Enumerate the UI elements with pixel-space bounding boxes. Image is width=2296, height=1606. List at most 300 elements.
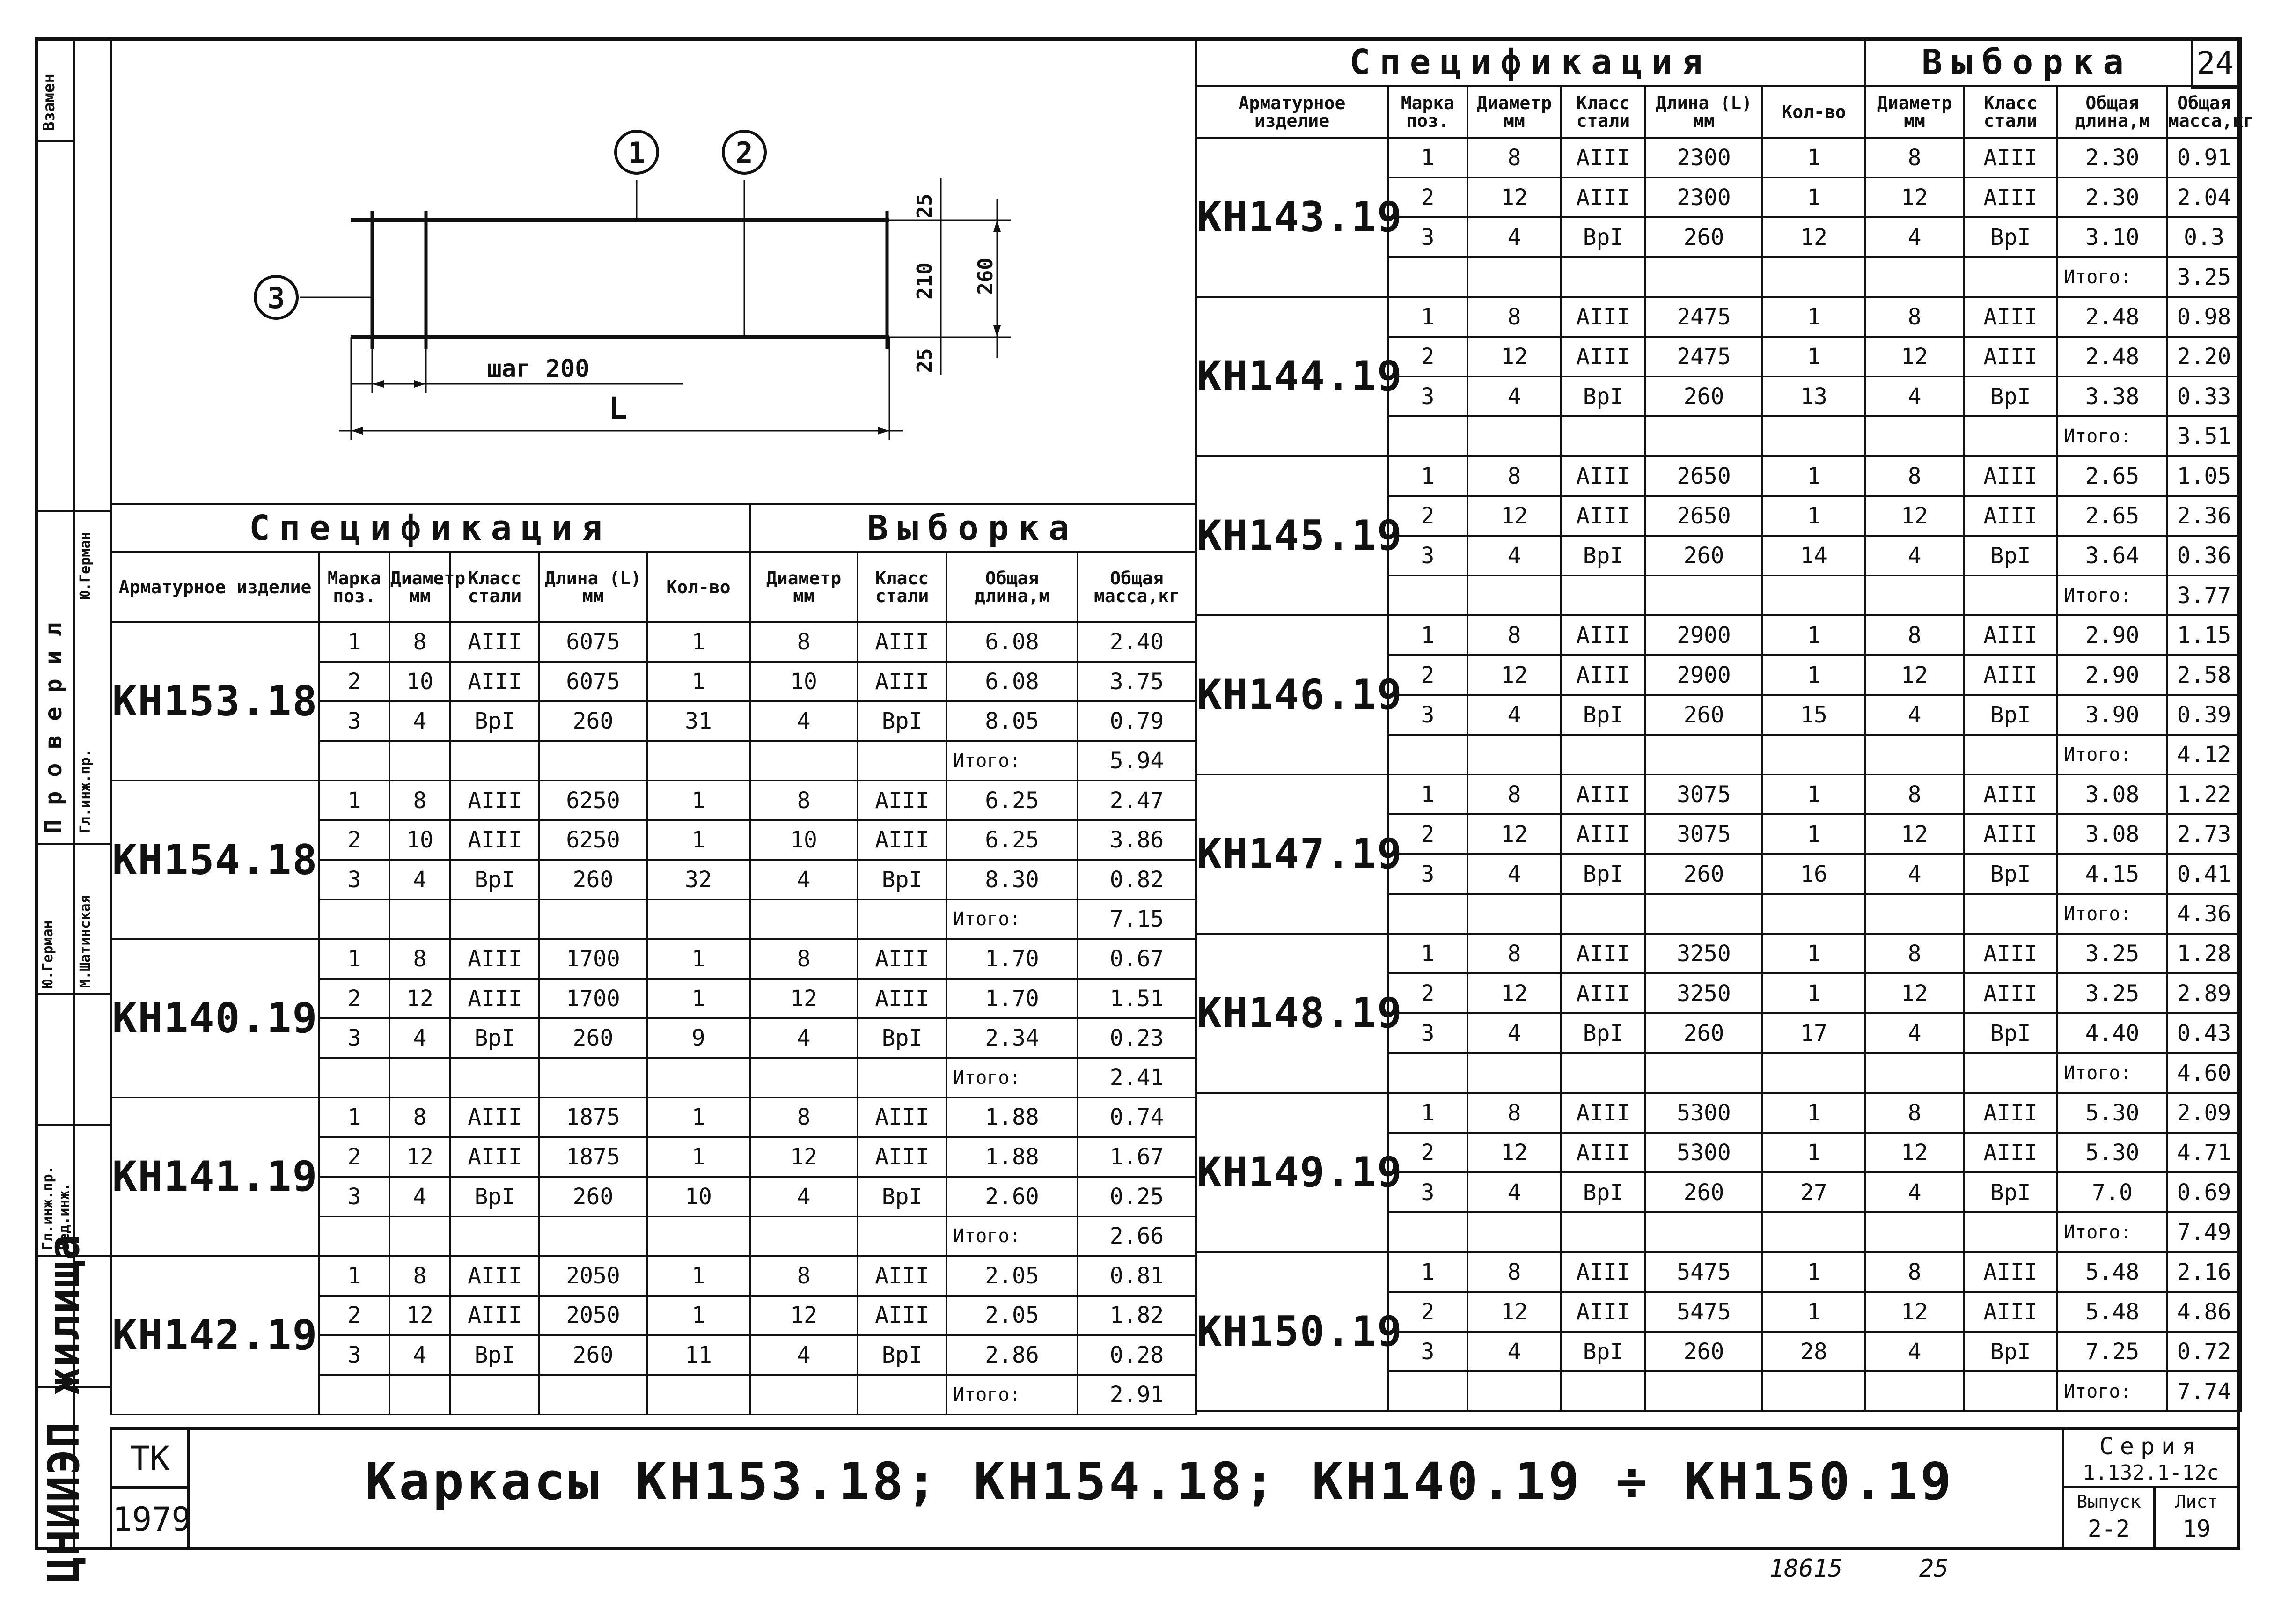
table-cell: 1700	[539, 979, 647, 1018]
table-cell: 4	[1467, 695, 1561, 735]
table-cell: 12	[1762, 217, 1865, 257]
table-row	[1196, 1252, 2241, 1292]
col-length: Длина (L) мм	[539, 552, 647, 622]
table-cell: 1	[319, 1098, 389, 1137]
table-cell: 12	[1865, 337, 1964, 376]
empty-cell	[1645, 257, 1762, 297]
table-cell: АIII	[1964, 337, 2057, 376]
table-cell: 8	[750, 939, 858, 979]
table-cell: 8	[389, 1098, 450, 1137]
table-cell: 260	[1645, 376, 1762, 416]
table-cell: 12	[1467, 1133, 1561, 1172]
table-cell: 4.15	[2057, 854, 2167, 894]
table-cell: 1	[647, 781, 750, 820]
col-qty: Кол-во	[647, 552, 750, 622]
product-name: КН154.18	[111, 781, 319, 939]
empty-cell	[1467, 575, 1561, 615]
vyborka-title: Выборка	[750, 504, 1196, 552]
empty-cell	[1561, 1212, 1645, 1252]
table-cell: 4	[1467, 1172, 1561, 1212]
table-cell: ВрI	[858, 701, 946, 741]
empty-cell	[750, 741, 858, 781]
empty-cell	[539, 1058, 647, 1098]
table-cell: 1.51	[1078, 979, 1196, 1018]
empty-cell	[858, 1058, 946, 1098]
table-cell: 6075	[539, 622, 647, 662]
table-cell: 1	[1762, 655, 1865, 695]
empty-cell	[1645, 575, 1762, 615]
table-cell: 2.90	[2057, 615, 2167, 655]
table-cell: 8.05	[946, 701, 1078, 741]
table-cell: 0.33	[2167, 376, 2241, 416]
table-cell: 31	[647, 701, 750, 741]
table-cell: 5.30	[2057, 1093, 2167, 1133]
table-cell: 32	[647, 860, 750, 900]
table-cell: 4.86	[2167, 1292, 2241, 1332]
table-cell: ВрI	[858, 1335, 946, 1375]
table-cell: 6250	[539, 820, 647, 860]
empty-cell	[1561, 1053, 1645, 1093]
table-cell: АIII	[858, 820, 946, 860]
table-cell: 3.10	[2057, 217, 2167, 257]
table-cell: 1	[1388, 138, 1467, 177]
table-cell: 4.71	[2167, 1133, 2241, 1172]
table-cell: АIII	[1561, 177, 1645, 217]
table-cell: 12	[1467, 337, 1561, 376]
table-cell: 260	[539, 701, 647, 741]
total-label: Итого:	[2057, 894, 2167, 934]
table-cell: 2	[1388, 814, 1467, 854]
table-cell: 2	[1388, 655, 1467, 695]
issue-box	[2062, 1486, 2156, 1550]
step-label: шаг 200	[487, 355, 590, 383]
col-class-right: Класс стали	[1561, 86, 1645, 138]
table-cell: 12	[750, 1296, 858, 1335]
col-qty-right: Кол-во	[1762, 86, 1865, 138]
table-cell: 2.34	[946, 1018, 1078, 1058]
table-cell: 8	[1467, 456, 1561, 496]
table-cell: 2475	[1645, 297, 1762, 337]
empty-cell	[1467, 416, 1561, 456]
footer-number-2: 25	[1919, 1554, 1949, 1583]
table-cell: 1	[1388, 1093, 1467, 1133]
table-cell: 1	[1762, 177, 1865, 217]
table-cell: ВрI	[1964, 376, 2057, 416]
table-row	[1196, 1093, 2241, 1133]
empty-cell	[389, 741, 450, 781]
page-number: 24	[2196, 45, 2234, 81]
table-row	[1196, 138, 2241, 177]
total-mass: 7.15	[1078, 899, 1196, 939]
empty-cell	[858, 1216, 946, 1256]
empty-cell	[389, 899, 450, 939]
table-cell: 3.25	[2057, 973, 2167, 1013]
table-cell: 2.09	[2167, 1093, 2241, 1133]
table-cell: ВрI	[858, 1177, 946, 1216]
table-cell: АIII	[858, 781, 946, 820]
table-cell: 260	[1645, 854, 1762, 894]
empty-cell	[750, 1375, 858, 1414]
table-cell: АIII	[1561, 814, 1645, 854]
table-cell: АIII	[858, 939, 946, 979]
table-cell: 3	[1388, 376, 1467, 416]
table-cell: АIII	[450, 1098, 539, 1137]
table-cell: АIII	[1561, 496, 1645, 536]
table-cell: 12	[1467, 814, 1561, 854]
table-cell: 3	[319, 1177, 389, 1216]
table-cell: 12	[1467, 177, 1561, 217]
table-cell: АIII	[1561, 973, 1645, 1013]
table-cell: ВрI	[1561, 1013, 1645, 1053]
table-cell: ВрI	[1561, 1172, 1645, 1212]
table-cell: 1	[1762, 297, 1865, 337]
empty-cell	[389, 1058, 450, 1098]
table-cell: ВрI	[1964, 536, 2057, 575]
empty-cell	[1388, 1053, 1467, 1093]
empty-cell	[1762, 1371, 1865, 1411]
table-cell: 8	[1865, 297, 1964, 337]
table-cell: 0.91	[2167, 138, 2241, 177]
table-cell: 12	[1865, 973, 1964, 1013]
table-cell: АIII	[1561, 615, 1645, 655]
table-cell: 4	[1865, 854, 1964, 894]
left-spec-table	[110, 503, 1197, 1415]
col-class: Класс стали	[450, 552, 539, 622]
table-cell: 1	[1762, 456, 1865, 496]
frame-drawing	[108, 37, 1193, 503]
table-cell: 27	[1762, 1172, 1865, 1212]
table-cell: 0.67	[1078, 939, 1196, 979]
table-cell: 2	[319, 662, 389, 702]
empty-cell	[539, 1375, 647, 1414]
table-cell: 8	[1865, 138, 1964, 177]
table-cell: 8	[1865, 934, 1964, 973]
empty-cell	[1388, 735, 1467, 774]
table-row	[111, 781, 1196, 820]
empty-cell	[1388, 416, 1467, 456]
col-product-right: Арматурное изделие	[1196, 86, 1388, 138]
table-cell: 0.43	[2167, 1013, 2241, 1053]
table-cell: 0.69	[2167, 1172, 2241, 1212]
sheet-label: Лист	[2175, 1491, 2218, 1512]
table-cell: АIII	[450, 1137, 539, 1177]
series-box	[2062, 1427, 2240, 1488]
table-cell: АIII	[450, 622, 539, 662]
empty-cell	[1762, 416, 1865, 456]
table-cell: 2.86	[946, 1335, 1078, 1375]
table-cell: 9	[647, 1018, 750, 1058]
table-cell: АIII	[450, 662, 539, 702]
table-cell: 1	[1762, 615, 1865, 655]
col-diam: Диаметр мм	[389, 552, 450, 622]
empty-cell	[1467, 1371, 1561, 1411]
table-cell: 8	[1467, 138, 1561, 177]
table-cell: 8	[750, 622, 858, 662]
table-cell: 6250	[539, 781, 647, 820]
table-cell: АIII	[858, 1098, 946, 1137]
table-cell: 3	[319, 1018, 389, 1058]
product-name: КН140.19	[111, 939, 319, 1098]
empty-cell	[647, 741, 750, 781]
table-cell: 12	[1865, 496, 1964, 536]
table-cell: 3.08	[2057, 814, 2167, 854]
table-cell: 8	[750, 1256, 858, 1296]
table-cell: ВрI	[1964, 1332, 2057, 1371]
empty-cell	[1964, 735, 2057, 774]
table-cell: 2050	[539, 1296, 647, 1335]
empty-cell	[1467, 894, 1561, 934]
table-cell: 2	[1388, 1133, 1467, 1172]
total-mass: 3.51	[2167, 416, 2241, 456]
table-cell: 8	[1865, 456, 1964, 496]
table-cell: 3.38	[2057, 376, 2167, 416]
table-cell: 3.64	[2057, 536, 2167, 575]
table-cell: АIII	[450, 979, 539, 1018]
table-cell: 8.30	[946, 860, 1078, 900]
empty-cell	[647, 1058, 750, 1098]
dim-25-top: 25	[913, 193, 937, 219]
table-cell: 1.88	[946, 1137, 1078, 1177]
empty-cell	[450, 1375, 539, 1414]
empty-cell	[319, 741, 389, 781]
table-cell: АIII	[1964, 814, 2057, 854]
table-cell: 5.48	[2057, 1252, 2167, 1292]
table-cell: 2.73	[2167, 814, 2241, 854]
table-cell: 4.40	[2057, 1013, 2167, 1053]
empty-cell	[1561, 1371, 1645, 1411]
product-name: КН143.19	[1196, 138, 1388, 297]
table-cell: 3	[319, 701, 389, 741]
empty-cell	[1645, 894, 1762, 934]
table-cell: 3	[319, 1335, 389, 1375]
table-cell: ВрI	[450, 860, 539, 900]
table-cell: 1.22	[2167, 774, 2241, 814]
table-cell: ВрI	[450, 1177, 539, 1216]
table-cell: АIII	[1964, 774, 2057, 814]
table-cell: ВрI	[450, 1335, 539, 1375]
year: 1979	[112, 1500, 191, 1539]
table-cell: 1	[1388, 456, 1467, 496]
callout-2: 2	[735, 136, 753, 170]
table-row	[111, 1098, 1196, 1137]
empty-cell	[1865, 416, 1964, 456]
table-cell: 8	[1865, 1093, 1964, 1133]
table-cell: 2	[1388, 1292, 1467, 1332]
empty-cell	[450, 899, 539, 939]
table-cell: 10	[750, 820, 858, 860]
table-cell: 5475	[1645, 1252, 1762, 1292]
table-cell: 3.86	[1078, 820, 1196, 860]
table-cell: 260	[1645, 1013, 1762, 1053]
table-cell: 1.05	[2167, 456, 2241, 496]
table-cell: 1	[1762, 138, 1865, 177]
empty-cell	[319, 1058, 389, 1098]
empty-cell	[1762, 1053, 1865, 1093]
table-cell: 1	[319, 1256, 389, 1296]
table-cell: 0.3	[2167, 217, 2241, 257]
table-cell: ВрI	[1964, 854, 2057, 894]
empty-cell	[1388, 575, 1467, 615]
col-v-class-right: Класс стали	[1964, 86, 2057, 138]
table-cell: 4	[1467, 1332, 1561, 1371]
empty-cell	[450, 1216, 539, 1256]
empty-cell	[750, 899, 858, 939]
table-cell: 2.47	[1078, 781, 1196, 820]
table-row	[111, 939, 1196, 979]
table-cell: 12	[389, 979, 450, 1018]
table-cell: 10	[389, 662, 450, 702]
table-cell: 8	[1467, 1252, 1561, 1292]
col-total-len: Общая длина,м	[946, 552, 1078, 622]
empty-cell	[1865, 1053, 1964, 1093]
table-cell: АIII	[1561, 456, 1645, 496]
table-cell: 6.25	[946, 781, 1078, 820]
product-name: КН149.19	[1196, 1093, 1388, 1252]
product-name: КН148.19	[1196, 934, 1388, 1093]
total-label: Итого:	[946, 1058, 1078, 1098]
col-total-mass: Общая масса,кг	[1078, 552, 1196, 622]
sheet-box	[2153, 1486, 2240, 1550]
table-cell: 8	[1467, 934, 1561, 973]
table-cell: 2	[1388, 337, 1467, 376]
table-cell: 16	[1762, 854, 1865, 894]
col-total-len-right: Общая длина,м	[2057, 86, 2167, 138]
table-cell: 4	[1865, 1013, 1964, 1053]
table-cell: 12	[1865, 1292, 1964, 1332]
product-name: КН146.19	[1196, 615, 1388, 774]
table-cell: 1	[1762, 1292, 1865, 1332]
table-cell: 1	[1388, 934, 1467, 973]
callout-1: 1	[628, 136, 646, 170]
total-mass: 2.41	[1078, 1058, 1196, 1098]
table-cell: 260	[539, 1335, 647, 1375]
empty-cell	[1865, 894, 1964, 934]
table-cell: ВрI	[1964, 1013, 2057, 1053]
table-cell: 260	[539, 860, 647, 900]
table-cell: ВрI	[858, 1018, 946, 1058]
table-cell: 0.74	[1078, 1098, 1196, 1137]
table-cell: АIII	[1561, 337, 1645, 376]
tk-box	[110, 1427, 190, 1488]
table-cell: 0.39	[2167, 695, 2241, 735]
table-cell: 1	[647, 939, 750, 979]
table-cell: 12	[750, 979, 858, 1018]
table-cell: АIII	[450, 939, 539, 979]
total-mass: 5.94	[1078, 741, 1196, 781]
table-cell: 2	[1388, 177, 1467, 217]
table-cell: 4	[750, 1018, 858, 1058]
table-cell: 2.30	[2057, 138, 2167, 177]
table-cell: 2	[319, 1137, 389, 1177]
col-length-right: Длина (L) мм	[1645, 86, 1762, 138]
table-cell: 2.05	[946, 1256, 1078, 1296]
empty-cell	[1964, 257, 2057, 297]
table-cell: 8	[389, 1256, 450, 1296]
table-cell: 8	[750, 1098, 858, 1137]
empty-cell	[1865, 257, 1964, 297]
table-cell: 6.25	[946, 820, 1078, 860]
table-cell: ВрI	[1964, 1172, 2057, 1212]
table-cell: 4	[750, 701, 858, 741]
table-cell: 0.81	[1078, 1256, 1196, 1296]
table-cell: 8	[1865, 615, 1964, 655]
empty-cell	[1865, 1371, 1964, 1411]
total-mass: 2.91	[1078, 1375, 1196, 1414]
table-cell: 12	[1865, 814, 1964, 854]
table-cell: 260	[539, 1177, 647, 1216]
table-cell: 7.25	[2057, 1332, 2167, 1371]
table-cell: 2.04	[2167, 177, 2241, 217]
table-cell: АIII	[1964, 456, 2057, 496]
table-cell: 12	[1865, 655, 1964, 695]
spec-title-right: Спецификация	[1196, 38, 1865, 86]
col-mark: Марка поз.	[319, 552, 389, 622]
table-cell: 4	[750, 1335, 858, 1375]
col-diam-right: Диаметр мм	[1467, 86, 1561, 138]
table-cell: 1	[1762, 973, 1865, 1013]
empty-cell	[1865, 1212, 1964, 1252]
table-cell: АIII	[858, 662, 946, 702]
table-cell: АIII	[858, 1296, 946, 1335]
table-cell: 28	[1762, 1332, 1865, 1371]
table-cell: 13	[1762, 376, 1865, 416]
table-cell: 3	[1388, 536, 1467, 575]
table-cell: 1	[647, 1256, 750, 1296]
table-cell: 1	[1762, 496, 1865, 536]
table-cell: ВрI	[858, 860, 946, 900]
table-cell: АIII	[858, 979, 946, 1018]
table-cell: 4	[1467, 376, 1561, 416]
dim-25-bottom: 25	[913, 348, 937, 373]
table-cell: 12	[1467, 496, 1561, 536]
table-cell: 3.25	[2057, 934, 2167, 973]
total-label: Итого:	[2057, 575, 2167, 615]
total-mass: 4.36	[2167, 894, 2241, 934]
table-cell: 3	[1388, 217, 1467, 257]
table-row	[111, 622, 1196, 662]
table-cell: 4	[1865, 376, 1964, 416]
table-cell: 2	[1388, 496, 1467, 536]
table-cell: 6075	[539, 662, 647, 702]
table-cell: 2.90	[2057, 655, 2167, 695]
org-name: ЦНИИЭП жилища	[39, 1233, 89, 1583]
stamp-column	[35, 37, 110, 1583]
empty-cell	[1561, 257, 1645, 297]
table-cell: 1700	[539, 939, 647, 979]
table-cell: 1875	[539, 1137, 647, 1177]
table-cell: 2.65	[2057, 456, 2167, 496]
table-cell: 3.08	[2057, 774, 2167, 814]
stamp-german-1: Ю.Герман	[77, 531, 94, 599]
table-row	[1196, 934, 2241, 973]
table-cell: ВрI	[1561, 854, 1645, 894]
table-cell: 12	[1865, 177, 1964, 217]
empty-cell	[450, 741, 539, 781]
table-cell: 4	[1865, 536, 1964, 575]
issue-value: 2-2	[2087, 1515, 2130, 1542]
table-cell: 1	[647, 1296, 750, 1335]
table-cell: 8	[1467, 774, 1561, 814]
table-cell: 1	[1388, 1252, 1467, 1292]
table-cell: 1.88	[946, 1098, 1078, 1137]
table-cell: 1	[1762, 1252, 1865, 1292]
table-cell: 4	[1865, 217, 1964, 257]
product-name: КН153.18	[111, 622, 319, 781]
total-mass: 4.12	[2167, 735, 2241, 774]
table-cell: 4	[1467, 854, 1561, 894]
empty-cell	[1388, 1371, 1467, 1411]
table-cell: 260	[1645, 695, 1762, 735]
